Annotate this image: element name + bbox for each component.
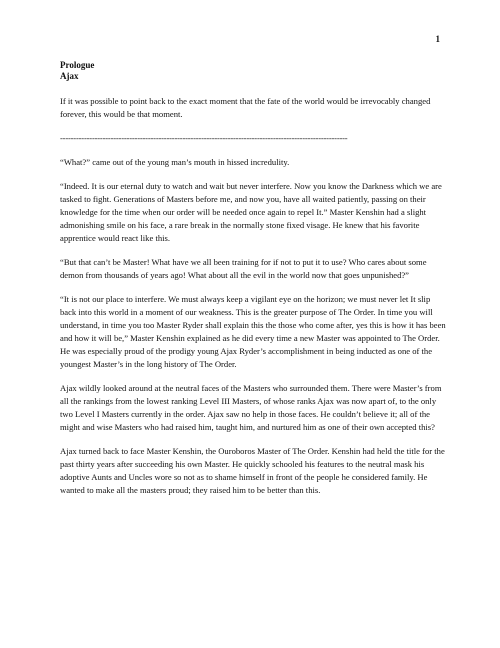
section-divider: ------------------------------------------------------------------------------------------------------------ (60, 133, 348, 143)
paragraph-1: If it was possible to point back to the exact moment that the fate of the world would be irrevocably changed forever, this would be that moment. (60, 96, 431, 119)
page-number: 1 (435, 34, 440, 44)
chapter-subtitle: Ajax (60, 71, 79, 81)
paragraph-7: Ajax turned back to face Master Kenshin, the Ouroboros Master of The Order. Kenshin had held the title for the past thirty years after succeeding his own Master. He quickly schooled his features to the neutral mask his adoptive Aunts and Uncles wore so not as to shame himself in front of the people he considered family. He wanted to make all the masters proud; they raised him to be better than this. (60, 446, 445, 495)
paragraph-5: “It is not our place to interfere. We must always keep a vigilant eye on the horizon; we must never let It slip back into this world in a moment of our weakness. This is the greater purpose of The Order. In time you will understand, in time you too Master Ryder shall explain this the those who come after, yes this is how it has been and how it will be,” Master Kenshin explained as he did every time a new Master was appointed to The Order. He was especially proud of the prodigy young Ajax Ryder’s accomplishment in being inducted as one of the youngest Master’s in the long history of The Order. (60, 294, 446, 369)
paragraph-4: “But that can’t be Master! What have we all been training for if not to put it to use? Who cares about some demon from thousands of years ago! What about all the evil in the world now that goes unpunished?” (60, 257, 427, 280)
chapter-title: Prologue (60, 60, 95, 70)
paragraph-6: Ajax wildly looked around at the neutral faces of the Masters who surrounded them. There were Master’s from all the rankings from the lowest ranking Level III Masters, of whose ranks Ajax was now apart of, to the only two Level I Masters currently in the order. Ajax saw no help in those faces. He couldn’t believe it; all of the might and wise Masters who had raised him, taught him, and nurtured him as one of their own accepted this? (60, 383, 442, 432)
paragraph-2: “What?” came out of the young man’s mouth in hissed incredulity. (60, 157, 290, 167)
paragraph-3: “Indeed. It is our eternal duty to watch and wait but never interfere. Now you know the Darkness which we are tasked to fight. Generations of Masters before me, and now you, have all waited patiently, passing on their knowledge for the time when our order will be needed once again to repel It.” Master Kenshin had a slight admonishing smile on his face, a rare break in the normally stone fixed visage. He knew that his favorite apprentice would react like this. (60, 181, 442, 243)
page-content (60, 60, 446, 508)
